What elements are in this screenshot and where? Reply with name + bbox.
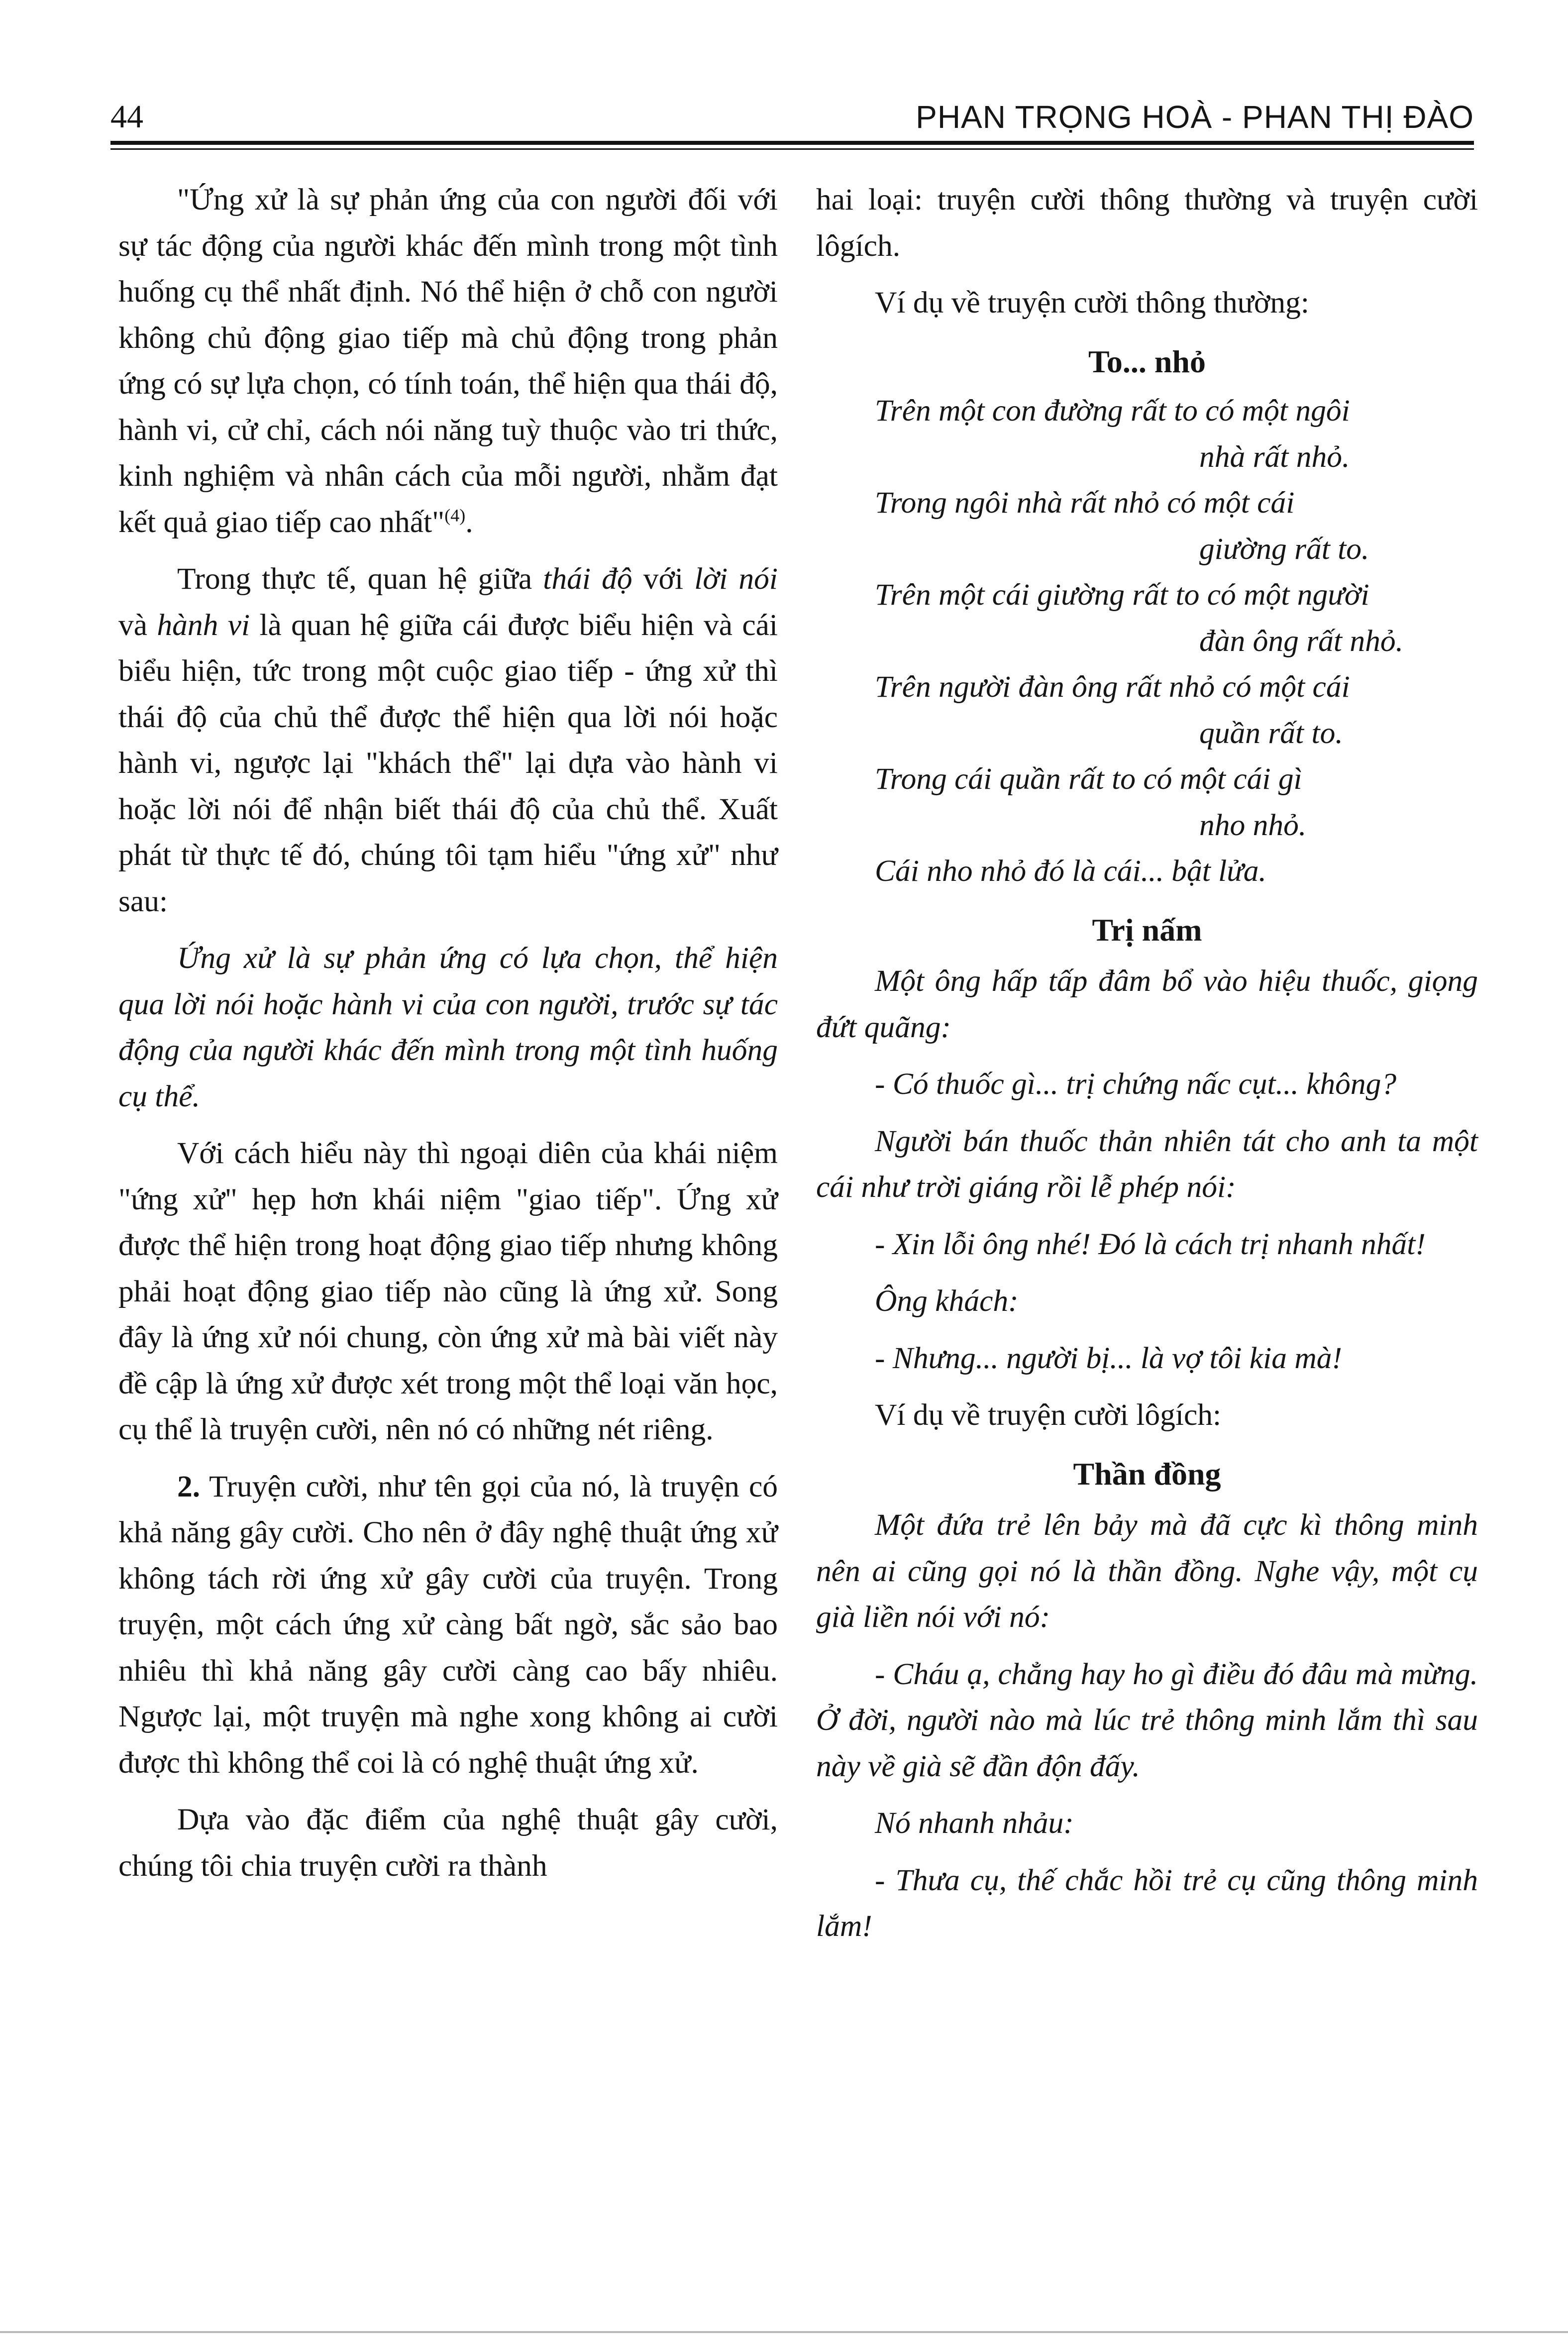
poem-line: quần rất to. <box>1199 716 1343 750</box>
poem-line: Trên một cái giường rất to có một người <box>875 578 1369 612</box>
paragraph: Ví dụ về truyện cười lôgích: <box>875 1398 1222 1432</box>
story-paragraph: - Xin lỗi ông nhé! Đó là cách trị nhanh nhất! <box>875 1227 1426 1261</box>
story-paragraph: Một ông hấp tấp đâm bổ vào hiệu thuốc, giọng đứt quãng: <box>816 964 1478 1044</box>
poem-line: Trên một con đường rất to có một ngôi <box>875 394 1350 428</box>
poem-line: giường rất to. <box>1199 532 1369 566</box>
story-title: Thần đồng <box>1073 1456 1221 1492</box>
story-paragraph: Người bán thuốc thản nhiên tát cho anh ta một cái như trời giáng rồi lễ phép nói: <box>816 1124 1478 1204</box>
story-paragraph: Ông khách: <box>875 1284 1019 1318</box>
poem-line: Trong ngôi nhà rất nhỏ có một cái <box>875 486 1295 520</box>
poem-line: Cái nho nhỏ đó là cái... bật lửa. <box>875 854 1266 888</box>
story-paragraph: - Thưa cụ, thế chắc hồi trẻ cụ cũng thông minh lắm! <box>816 1863 1478 1943</box>
paragraph: hai loại: truyện cười thông thường và truyện cười lôgích. <box>816 183 1478 263</box>
story-paragraph: - Nhưng... người bị... là vợ tôi kia mà! <box>875 1341 1342 1375</box>
story-paragraph: - Cháu ạ, chẳng hay ho gì điều đó đâu mà mừng. Ở đời, người nào mà lúc trẻ thông minh lắm thì sau này về già sẽ đần độn đấy. <box>816 1657 1478 1783</box>
page-header <box>110 97 1474 137</box>
poem-line: đàn ông rất nhỏ. <box>1199 624 1404 658</box>
definition-paragraph: Ứng xử là sự phản ứng có lựa chọn, thể hiện qua lời nói hoặc hành vi của con người, trước sự tác động của người khác đến mình trong một tình huống cụ thể. <box>118 941 778 1113</box>
header-rule-thin <box>110 148 1474 150</box>
story-paragraph: Một đứa trẻ lên bảy mà đã cực kì thông minh nên ai cũng gọi nó là thần đồng. Nghe vậy, một cụ già liền nói với nó: <box>816 1508 1478 1634</box>
header-rule-thick <box>110 141 1474 145</box>
quote-paragraph: "Ứng xử là sự phản ứng của con người đối với sự tác động của người khác đến mình trong một tình huống cụ thể nhất định. Nó thể hiện ở chỗ con người không chủ động giao tiếp mà chủ động trong phản ứng có sự lựa chọn, có tính toán, thể hiện qua thái độ, hành vi, cử chỉ, cách nói năng tuỳ thuộc vào tri thức, kinh nghiệm và nhân cách của mỗi người, nhằm đạt kết quả giao tiếp cao nhất"$^{(4)}$. <box>118 183 778 539</box>
poem-line: Trên người đàn ông rất nhỏ có một cái <box>875 670 1350 704</box>
footnote-ref: (4) <box>444 505 466 525</box>
paragraph: Trong thực tế, quan hệ giữa thái độ với lời nói và hành vi là quan hệ giữa cái được biểu hiện và cái biểu hiện, tức trong một cuộc giao tiếp - ứng xử thì thái độ của chủ thể được thể hiện qua lời nói hoặc hành vi, ngược lại "khách thể" lại dựa vào hành vi hoặc lời nói để nhận biết thái độ của chủ thể. Xuất phát từ thực tế đó, chúng tôi tạm hiểu "ứng xử" như sau: <box>118 562 778 918</box>
poem-line: nhà rất nhỏ. <box>1199 439 1350 474</box>
paragraph: Dựa vào đặc điểm của nghệ thuật gây cười, chúng tôi chia truyện cười ra thành <box>118 1803 778 1883</box>
page-number: 44 <box>110 99 143 135</box>
scan-bottom-edge <box>0 2331 1568 2333</box>
left-column <box>118 177 778 1889</box>
story-paragraph: Nó nhanh nhảu: <box>875 1806 1074 1840</box>
story-paragraph: - Có thuốc gì... trị chứng nấc cụt... không? <box>875 1067 1397 1101</box>
paragraph: 2. Truyện cười, như tên gọi của nó, là truyện có khả năng gây cười. Cho nên ở đây nghệ thuật ứng xử không tách rời ứng xử gây cười của truyện. Trong truyện, một cách ứng xử càng bất ngờ, sắc sảo bao nhiêu thì khả năng gây cười càng cao bấy nhiêu. Ngược lại, một truyện mà nghe xong không ai cười được thì không thể coi là có nghệ thuật ứng xử. <box>118 1469 778 1780</box>
paragraph: Ví dụ về truyện cười thông thường: <box>875 286 1310 320</box>
poem-line: Trong cái quần rất to có một cái gì <box>875 762 1302 796</box>
poem-line: nho nhỏ. <box>1199 808 1307 842</box>
section-number: 2. <box>177 1469 201 1503</box>
paragraph: Với cách hiểu này thì ngoại diên của khái niệm "ứng xử" hẹp hơn khái niệm "giao tiếp". Ứng xử được thể hiện trong hoạt động giao tiếp nhưng không phải hoạt động giao tiếp nào cũng là ứng xử. Song đây là ứng xử nói chung, còn ứng xử mà bài viết này đề cập là ứng xử được xét trong một thể loại văn học, cụ thể là truyện cười, nên nó có những nét riêng. <box>118 1136 778 1446</box>
story-title: Trị nấm <box>1092 912 1202 948</box>
story-poem <box>816 388 1478 894</box>
story-title: To... nhỏ <box>1088 343 1206 379</box>
right-column <box>816 177 1478 1949</box>
running-head: PHAN TRỌNG HOÀ - PHAN THỊ ĐÀO <box>916 99 1474 135</box>
